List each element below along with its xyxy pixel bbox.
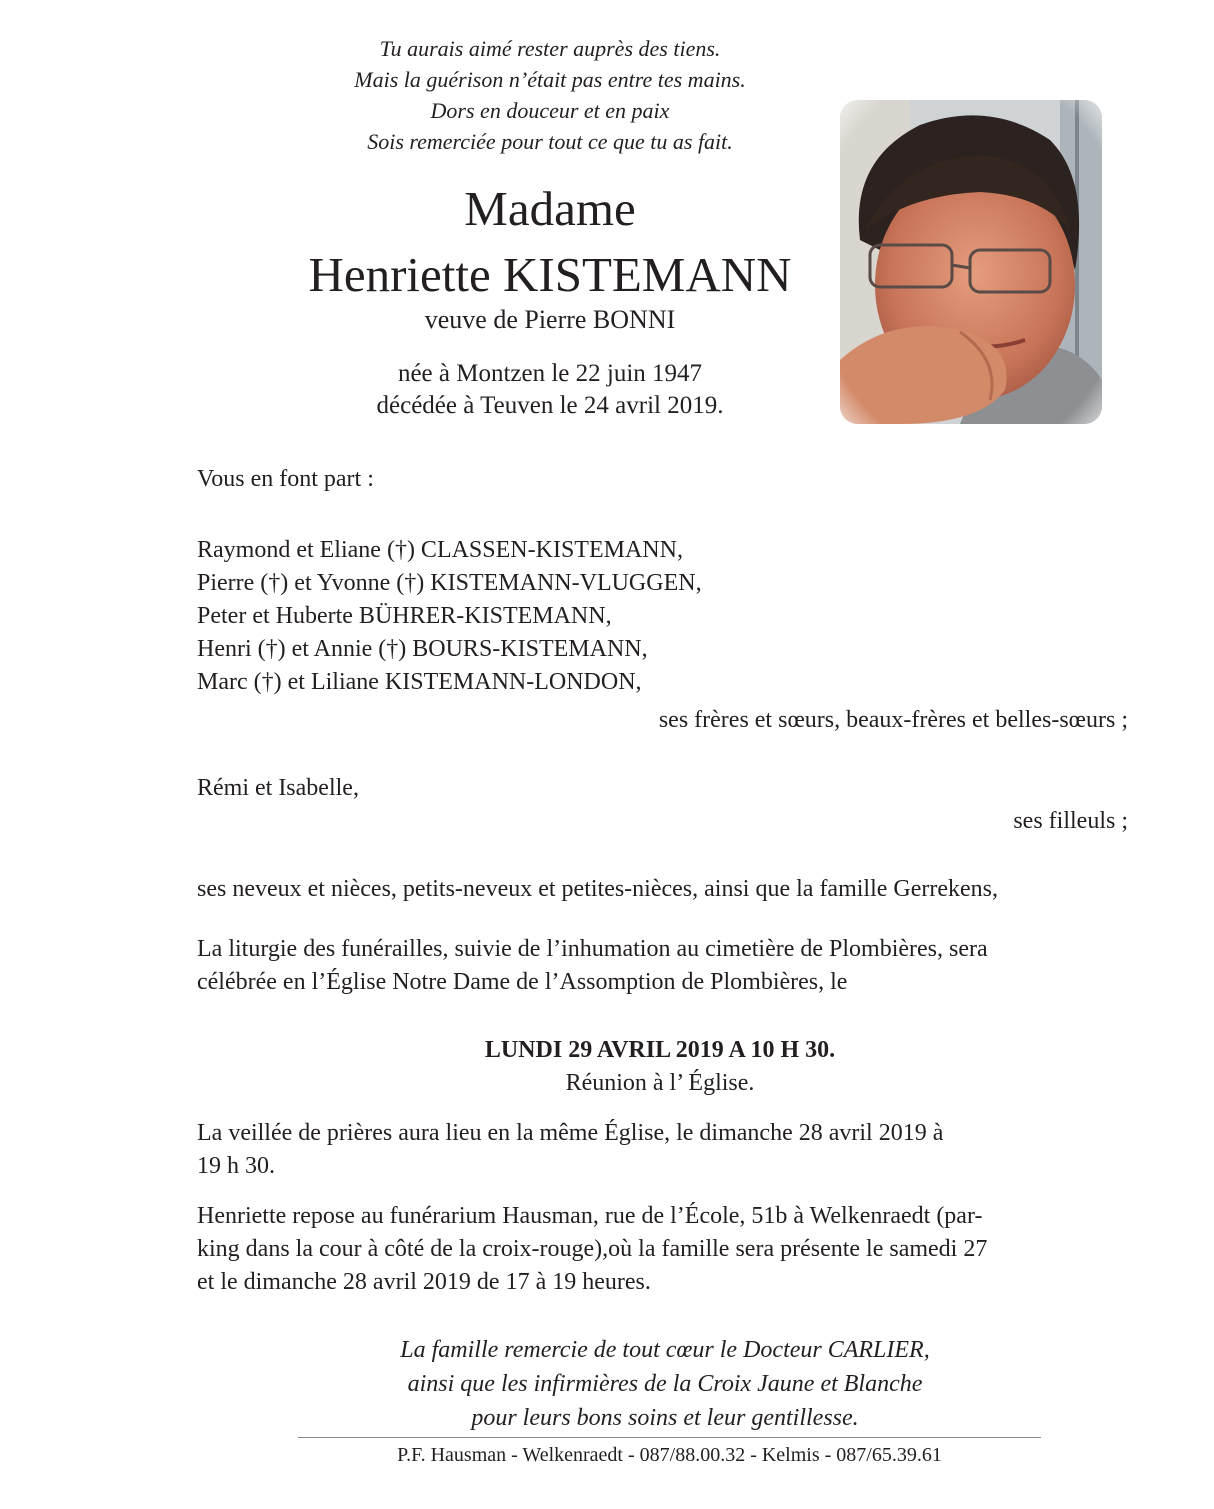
list-item: Raymond et Eliane (†) CLASSEN-KISTEMANN, [197,537,683,563]
list-item: Peter et Huberte BÜHRER-KISTEMANN, [197,603,612,629]
paragraph-line: La liturgie des funérailles, suivie de l’inhumation au cimetière de Plombières, sera [197,936,988,962]
portrait-photo [840,100,1102,424]
poem-line: Dors en douceur et en paix [430,98,670,123]
thanks-line: ainsi que les infirmières de la Croix Jaune et Blanche [407,1371,923,1397]
paragraph-line: célébrée en l’Église Notre Dame de l’Assomption de Plombières, le [197,969,848,995]
list-item: Pierre (†) et Yvonne (†) KISTEMANN-VLUGGEN, [197,570,702,596]
siblings-relation: ses frères et sœurs, beaux-frères et belles-sœurs ; [658,707,1128,733]
thanks-paragraph [300,1333,1030,1435]
death-line: décédée à Teuven le 24 avril 2019. [376,392,724,419]
extended-family-line: ses neveux et nièces, petits-neveux et petites-nièces, ainsi que la famille Gerrekens, [197,876,999,902]
list-item: Henri (†) et Annie (†) BOURS-KISTEMANN, [197,636,648,662]
funeral-home-footer: P.F. Hausman - Welkenraedt - 087/88.00.32 - Kelmis - 087/65.39.61 [397,1444,942,1466]
poem [250,33,850,157]
service-date: LUNDI 29 AVRIL 2019 A 10 H 30. [484,1037,836,1063]
rest-paragraph [197,1200,987,1299]
footer-divider [298,1437,1041,1438]
paragraph-line: La veillée de prières aura lieu en la même Église, le dimanche 28 avril 2019 à [197,1120,944,1146]
deceased-name: Henriette KISTEMANN [308,247,792,302]
godchildren-relation: ses filleuls ; [1013,808,1128,834]
meeting-line: Réunion à l’ Église. [565,1070,755,1096]
poem-line: Mais la guérison n’était pas entre tes mains. [354,67,746,92]
paragraph-line: Henriette repose au funérarium Hausman, rue de l’École, 51b à Welkenraedt (par- [197,1203,983,1229]
announce-line: Vous en font part : [197,466,374,492]
list-item: Marc (†) et Liliane KISTEMANN-LONDON, [197,669,642,695]
portrait-image [840,100,1102,424]
poem-line: Tu aurais aimé rester auprès des tiens. [379,36,721,61]
thanks-line: La famille remercie de tout cœur le Docteur CARLIER, [400,1337,930,1363]
siblings-list [197,534,702,699]
vigil-paragraph [197,1117,943,1183]
paragraph-line: 19 h 30. [197,1153,275,1179]
salutation: Madame [464,181,636,236]
paragraph-line: king dans la cour à côté de la croix-rouge),où la famille sera présente le samedi 27 [197,1236,988,1262]
thanks-line: pour leurs bons soins et leur gentillesse. [471,1405,859,1431]
poem-line: Sois remerciée pour tout ce que tu as fait. [367,129,733,154]
life-dates [200,358,900,422]
liturgy-paragraph [197,933,988,999]
birth-line: née à Montzen le 22 juin 1947 [397,360,703,387]
widow-of: veuve de Pierre BONNI [424,305,676,334]
godchildren-line: Rémi et Isabelle, [197,775,359,801]
paragraph-line: et le dimanche 28 avril 2019 de 17 à 19 heures. [197,1269,651,1295]
